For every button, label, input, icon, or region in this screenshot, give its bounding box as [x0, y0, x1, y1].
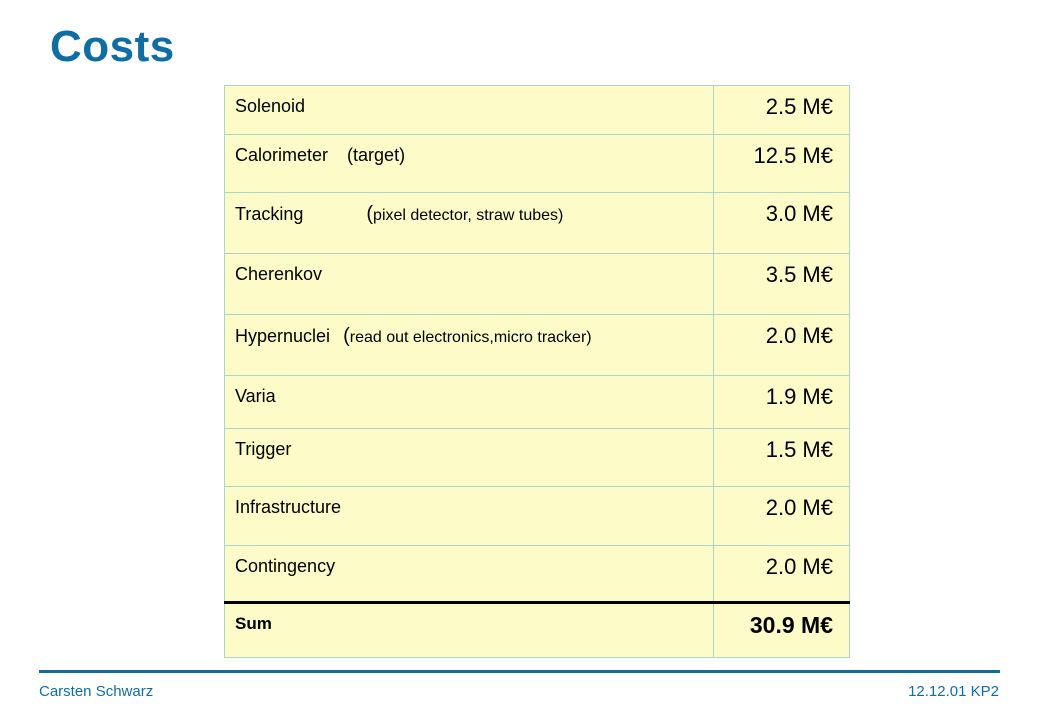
row-label: Contingency — [235, 556, 336, 576]
row-value: 12.5 M€ — [714, 135, 850, 193]
table-row — [225, 546, 850, 603]
row-detail-group — [343, 325, 592, 348]
row-label: Cherenkov — [235, 264, 323, 284]
row-label-cell — [225, 546, 714, 603]
row-value: 2.5 M€ — [714, 86, 850, 135]
row-label: Varia — [235, 386, 276, 406]
row-label: Solenoid — [235, 96, 306, 116]
row-value: 3.5 M€ — [714, 254, 850, 315]
table-row — [225, 86, 850, 135]
table-row — [225, 487, 850, 546]
row-label-cell — [225, 429, 714, 487]
row-label-cell — [225, 254, 714, 315]
footer-author: Carsten Schwarz — [39, 683, 154, 700]
row-label: Calorimeter — [235, 145, 329, 165]
sum-value: 30.9 M€ — [714, 603, 850, 658]
row-value: 1.5 M€ — [714, 429, 850, 487]
row-value: 2.0 M€ — [714, 315, 850, 376]
table-row — [225, 254, 850, 315]
row-label: Hypernuclei — [235, 326, 331, 346]
detail-open-paren: ( — [366, 203, 374, 225]
table-row — [225, 429, 850, 487]
detail-close-paren: ) — [558, 207, 564, 224]
detail-open-paren: ( — [343, 325, 350, 347]
row-value: 2.0 M€ — [714, 487, 850, 546]
row-detail: pixel detector, straw tubes — [373, 207, 559, 224]
row-label: Tracking — [235, 204, 304, 224]
row-label: Trigger — [235, 439, 292, 459]
table-row — [225, 376, 850, 429]
row-value: 2.0 M€ — [714, 546, 850, 603]
sum-label: Sum — [225, 603, 714, 658]
detail-close-paren: ) — [586, 329, 592, 346]
table-row — [225, 135, 850, 193]
row-label-cell — [225, 487, 714, 546]
row-label: Infrastructure — [235, 497, 342, 517]
row-detail: read out electronics,micro tracker — [349, 329, 587, 346]
table-row — [225, 193, 850, 254]
footer-divider — [39, 670, 1000, 673]
row-label-cell — [225, 135, 714, 193]
table-row — [225, 315, 850, 376]
row-value: 1.9 M€ — [714, 376, 850, 429]
row-label-cell — [225, 376, 714, 429]
row-label-cell — [225, 193, 714, 254]
sum-row — [225, 603, 850, 658]
row-detail-group — [366, 203, 563, 226]
row-value: 3.0 M€ — [714, 193, 850, 254]
page-title: Costs — [50, 22, 175, 71]
footer-date-ref: 12.12.01 KP2 — [908, 683, 999, 700]
row-label-cell — [225, 315, 714, 376]
costs-table — [224, 85, 850, 658]
row-label-cell — [225, 86, 714, 135]
row-detail: (target) — [347, 145, 406, 165]
